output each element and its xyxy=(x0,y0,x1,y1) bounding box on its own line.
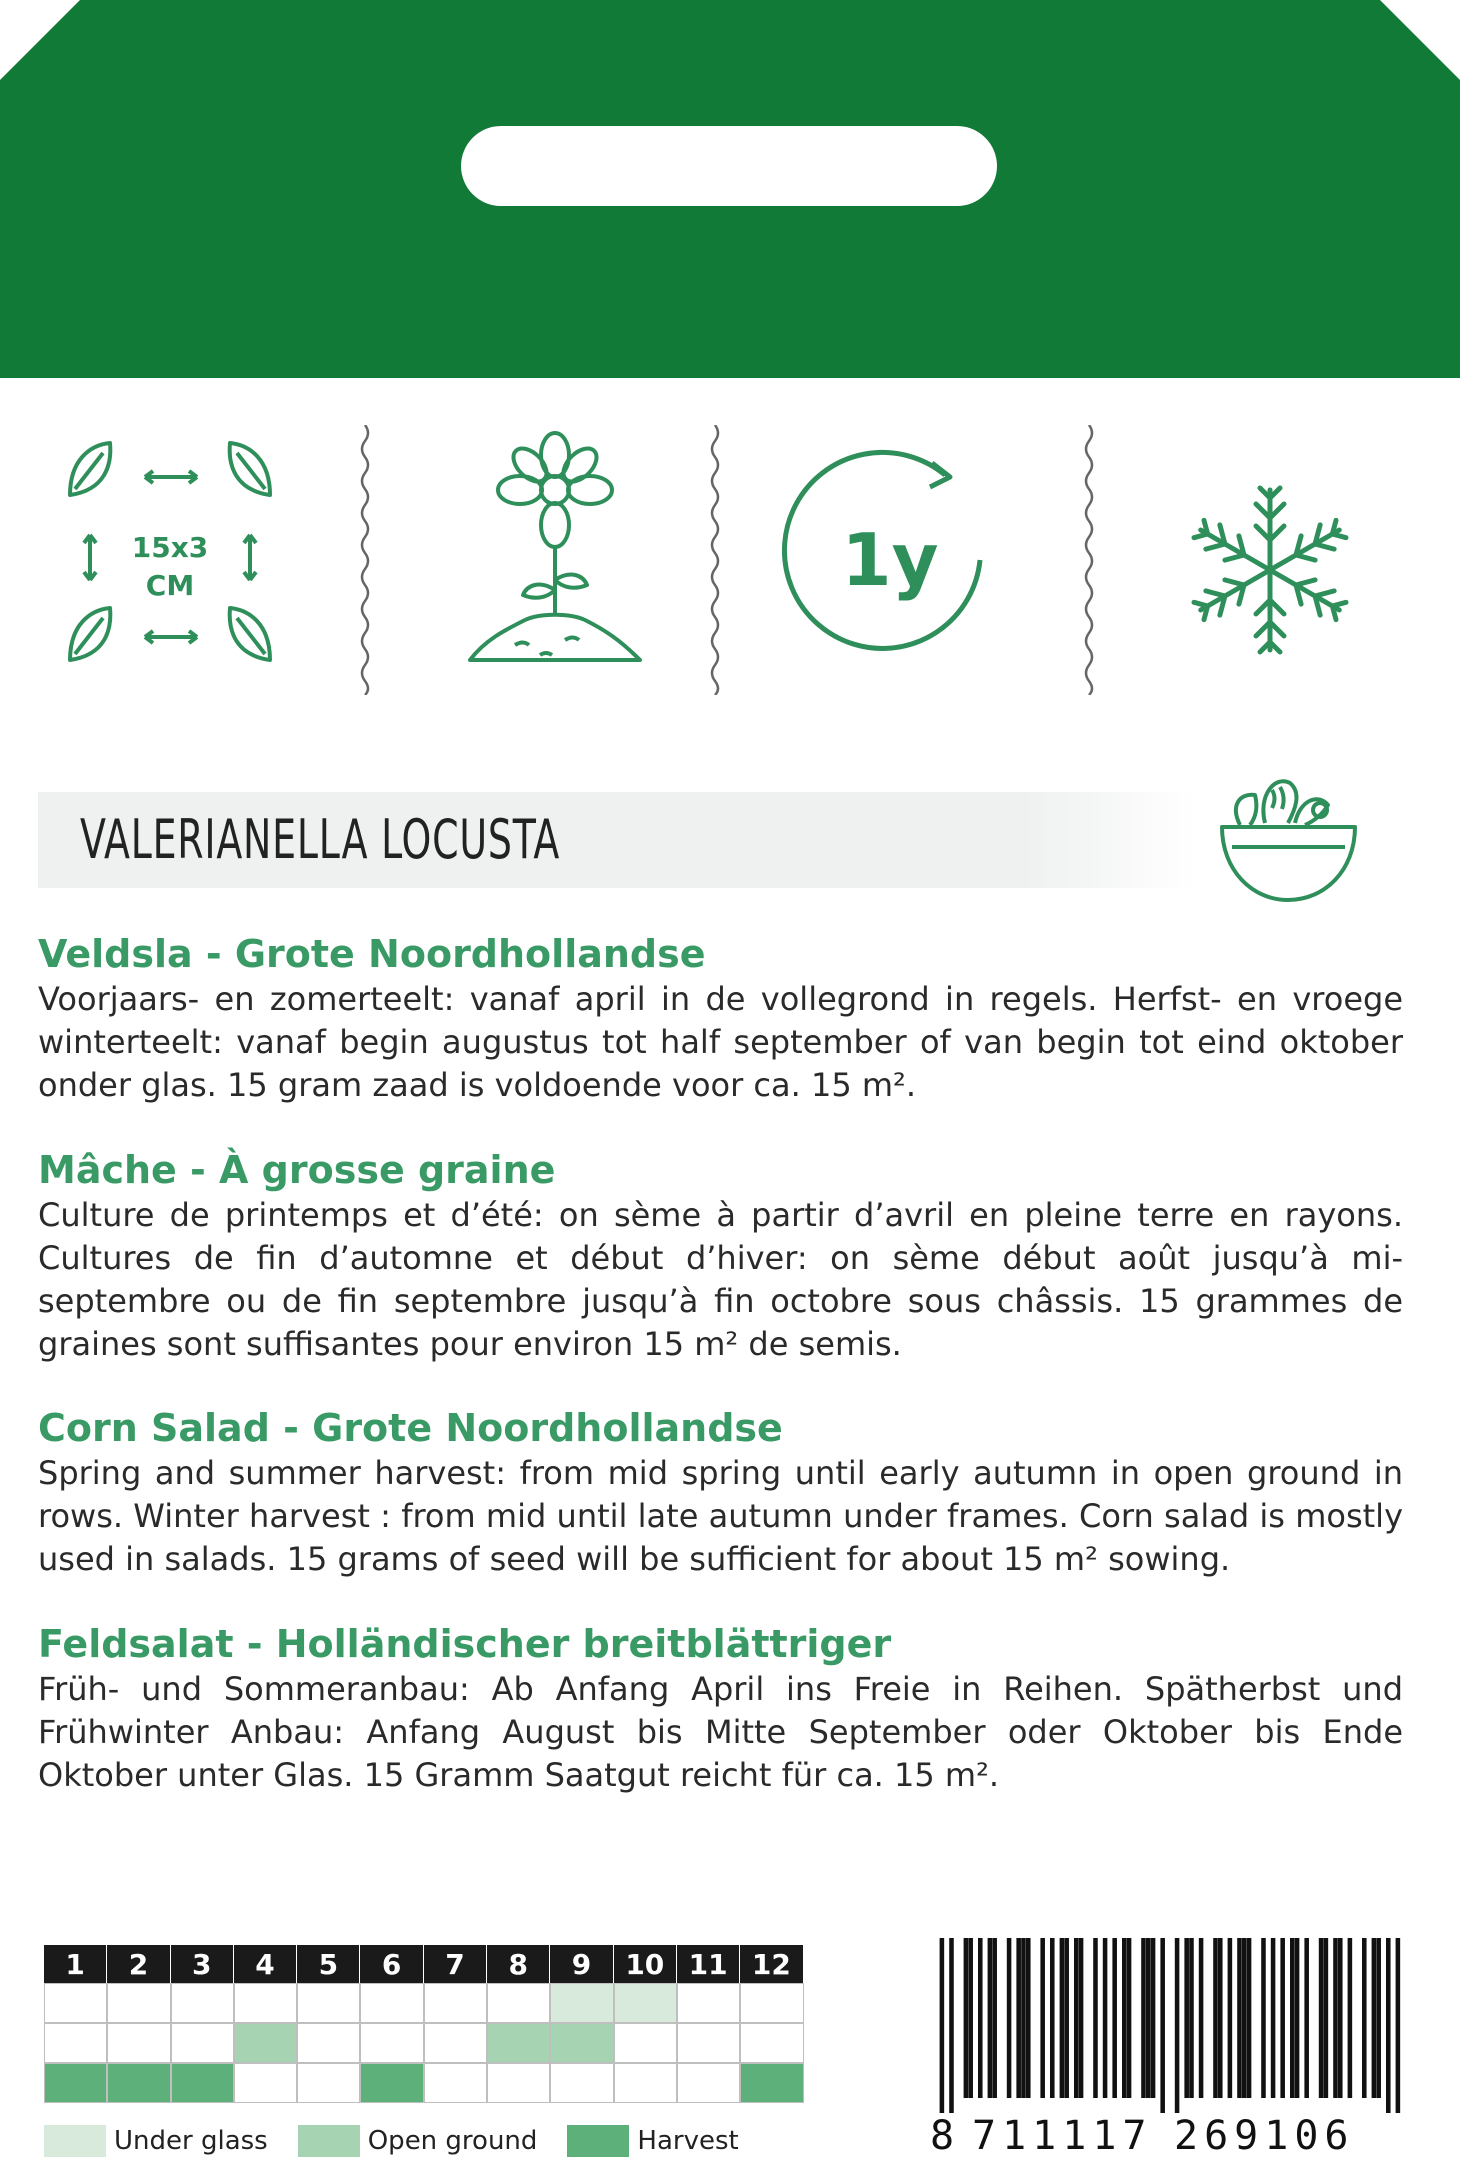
calendar-cell xyxy=(44,2063,107,2103)
section-german xyxy=(38,1622,1403,1797)
barcode-bar xyxy=(1228,1938,1233,2098)
barcode-bar xyxy=(1338,1938,1343,2098)
barcode-bar xyxy=(1213,1938,1218,2098)
divider-1 xyxy=(358,425,372,695)
barcode-bars xyxy=(930,1938,1410,2113)
calendar-month-4: 4 xyxy=(234,1945,297,1983)
section-english xyxy=(38,1406,1403,1581)
barcode-bar xyxy=(1127,1938,1132,2098)
legend-swatch xyxy=(298,2125,360,2157)
calendar-cell xyxy=(297,1983,360,2023)
barcode-bar xyxy=(1396,1938,1401,2113)
barcode-bar xyxy=(1295,1938,1300,2098)
calendar-cell xyxy=(107,1983,170,2023)
section-title: Mâche - À grosse graine xyxy=(38,1148,556,1192)
calendar-month-12: 12 xyxy=(740,1945,803,1983)
calendar-cell xyxy=(487,1983,550,2023)
calendar-cell xyxy=(424,2023,487,2063)
calendar-month-11: 11 xyxy=(677,1945,740,1983)
calendar-cell xyxy=(297,2063,360,2103)
barcode-bar xyxy=(1199,1938,1204,2098)
barcode-bar xyxy=(1175,1938,1180,2113)
barcode-bar xyxy=(1026,1938,1031,2098)
barcode-bar xyxy=(1184,1938,1189,2098)
species-name: VALERIANELLA LOCUSTA xyxy=(80,808,561,871)
barcode-bar xyxy=(1237,1938,1242,2098)
section-body: Culture de printemps et d’été: on sème à partir d’avril en pleine terre en rayons. Cultures de fin d’automne et début d’hiver: on sème début août jusqu’à mi-septembre ou de fin septembre jusqu’à fin octobre sous châssis. 15 grammes de graines sont suffisantes pour environ 15 m² de semis. xyxy=(38,1196,1403,1363)
calendar-row xyxy=(44,2063,804,2103)
barcode-bar xyxy=(1319,1938,1324,2098)
calendar-row xyxy=(44,2023,804,2063)
barcode-right-group: 269106 xyxy=(1174,2113,1355,2159)
calendar-cell xyxy=(677,1983,740,2023)
calendar-cell xyxy=(487,2023,550,2063)
calendar-cell xyxy=(360,1983,423,2023)
barcode-bar xyxy=(1060,1938,1065,2098)
calendar-month-8: 8 xyxy=(487,1945,550,1983)
salad-bowl-icon xyxy=(1210,765,1360,905)
section-body: Spring and summer harvest: from mid spring until early autumn in open ground in rows. Winter harvest : from mid until late autumn under frames. Corn salad is mostly used in salads. 15 grams of seed will be sufficient for about 15 m² sowing. xyxy=(38,1454,1403,1578)
annual-cycle-icon xyxy=(780,415,1000,695)
section-title: Feldsalat - Holländischer breitblättriger xyxy=(38,1622,892,1666)
header-corner-left xyxy=(0,0,80,80)
calendar-cell xyxy=(614,2063,677,2103)
calendar-cell xyxy=(107,2063,170,2103)
barcode-first-digit: 8 xyxy=(930,2113,955,2159)
barcode-bar xyxy=(1007,1938,1012,2098)
legend-swatch xyxy=(567,2125,629,2157)
barcode-bar xyxy=(1218,1938,1223,2098)
legend-label: Harvest xyxy=(637,2126,739,2156)
barcode-bar xyxy=(1290,1938,1295,2098)
divider-2 xyxy=(708,425,722,695)
calendar-cell xyxy=(424,2063,487,2103)
calendar-cell xyxy=(234,2023,297,2063)
calendar-month-6: 6 xyxy=(360,1945,423,1983)
barcode xyxy=(930,1938,1410,2161)
calendar-cell xyxy=(171,1983,234,2023)
calendar-cell xyxy=(44,2023,107,2063)
calendar-month-10: 10 xyxy=(614,1945,677,1983)
barcode-bar xyxy=(978,1938,983,2098)
divider-3 xyxy=(1082,425,1096,695)
barcode-bar xyxy=(1146,1938,1151,2098)
calendar-cell xyxy=(677,2023,740,2063)
calendar-cell xyxy=(234,2063,297,2103)
cycle-label: 1y xyxy=(841,518,939,602)
barcode-bar xyxy=(1376,1938,1381,2098)
barcode-bar xyxy=(1079,1938,1084,2098)
calendar-cell xyxy=(550,2023,613,2063)
barcode-bar xyxy=(949,1938,954,2113)
snowflake-icon xyxy=(1185,415,1355,695)
legend-swatch xyxy=(44,2125,106,2157)
barcode-bar xyxy=(940,1938,945,2113)
calendar-month-7: 7 xyxy=(424,1945,487,1983)
barcode-bar xyxy=(1333,1938,1338,2098)
section-title: Corn Salad - Grote Noordhollandse xyxy=(38,1406,783,1450)
calendar-cell xyxy=(740,1983,803,2023)
barcode-bar xyxy=(1261,1938,1266,2098)
calendar-cell xyxy=(360,2023,423,2063)
barcode-bar xyxy=(1372,1938,1377,2098)
sowing-icon xyxy=(455,415,655,695)
barcode-bar xyxy=(1386,1938,1391,2113)
calendar-cell xyxy=(550,1983,613,2023)
barcode-bar xyxy=(1151,1938,1156,2098)
barcode-bar xyxy=(992,1938,997,2098)
calendar-cell xyxy=(614,1983,677,2023)
barcode-bar xyxy=(1040,1938,1045,2098)
calendar-month-5: 5 xyxy=(297,1945,360,1983)
barcode-bar xyxy=(1362,1938,1367,2098)
calendar-cell xyxy=(424,1983,487,2023)
calendar-month-2: 2 xyxy=(107,1945,170,1983)
barcode-bar xyxy=(964,1938,969,2098)
barcode-bar xyxy=(1112,1938,1117,2098)
calendar-cell xyxy=(550,2063,613,2103)
barcode-bar xyxy=(1064,1938,1069,2098)
legend-label: Open ground xyxy=(367,2126,538,2156)
legend-label: Under glass xyxy=(114,2126,268,2156)
barcode-bar xyxy=(1271,1938,1276,2098)
calendar-months xyxy=(44,1945,804,1983)
calendar-cell xyxy=(677,2063,740,2103)
barcode-bar xyxy=(1324,1938,1329,2098)
barcode-bar xyxy=(1050,1938,1055,2098)
calendar-cell xyxy=(614,2023,677,2063)
section-title: Veldsla - Grote Noordhollandse xyxy=(38,932,706,976)
barcode-bar xyxy=(1141,1938,1146,2098)
calendar-cell xyxy=(297,2023,360,2063)
calendar-month-9: 9 xyxy=(550,1945,613,1983)
barcode-bar xyxy=(1122,1938,1127,2098)
calendar-rows xyxy=(44,1983,804,2103)
barcode-bar xyxy=(1247,1938,1252,2098)
calendar-cell xyxy=(234,1983,297,2023)
section-dutch xyxy=(38,932,1403,1107)
barcode-bar xyxy=(1160,1938,1165,2113)
barcode-digits xyxy=(930,2113,1410,2161)
barcode-bar xyxy=(1103,1938,1108,2098)
calendar-cell xyxy=(171,2063,234,2103)
barcode-bar xyxy=(1242,1938,1247,2098)
calendar-cell xyxy=(171,2023,234,2063)
barcode-bar xyxy=(1074,1938,1079,2098)
barcode-left-group: 711117 xyxy=(972,2113,1153,2159)
barcode-bar xyxy=(1016,1938,1021,2098)
calendar-month-1: 1 xyxy=(44,1945,107,1983)
calendar-legend xyxy=(44,2121,804,2161)
header-corner-right xyxy=(1380,0,1460,80)
barcode-bar xyxy=(988,1938,993,2098)
icon-row xyxy=(0,415,1460,695)
barcode-bar xyxy=(1093,1938,1098,2098)
sowing-calendar xyxy=(44,1945,804,2120)
section-body: Früh- und Sommeranbau: Ab Anfang April ins Freie in Reihen. Spätherbst und Frühwinter Anbau: Anfang August bis Mitte September oder Oktober bis Ende Oktober unter Glas. 15 Gramm Saatgut reicht für ca. 15 m². xyxy=(38,1670,1403,1794)
calendar-row xyxy=(44,1983,804,2023)
plant-spacing-icon xyxy=(55,415,285,695)
calendar-cell xyxy=(487,2063,550,2103)
spacing-unit: CM xyxy=(145,569,195,602)
hang-hole xyxy=(461,126,997,206)
section-body: Voorjaars- en zomerteelt: vanaf april in de vollegrond in regels. Herfst- en vroege winterteelt: vanaf begin augustus tot half september of van begin tot eind oktober onder glas. 15 gram zaad is voldoende voor ca. 15 m². xyxy=(38,980,1403,1104)
barcode-bar xyxy=(1348,1938,1353,2098)
calendar-month-3: 3 xyxy=(171,1945,234,1983)
calendar-cell xyxy=(740,2063,803,2103)
calendar-cell xyxy=(360,2063,423,2103)
barcode-bar xyxy=(1280,1938,1285,2098)
calendar-cell xyxy=(107,2023,170,2063)
section-french xyxy=(38,1148,1403,1366)
barcode-bar xyxy=(1021,1938,1026,2098)
spacing-value: 15x3 xyxy=(131,531,209,564)
barcode-bar xyxy=(968,1938,973,2098)
calendar-cell xyxy=(740,2023,803,2063)
barcode-bar xyxy=(1304,1938,1309,2098)
barcode-bar xyxy=(1189,1938,1194,2098)
calendar-cell xyxy=(44,1983,107,2023)
